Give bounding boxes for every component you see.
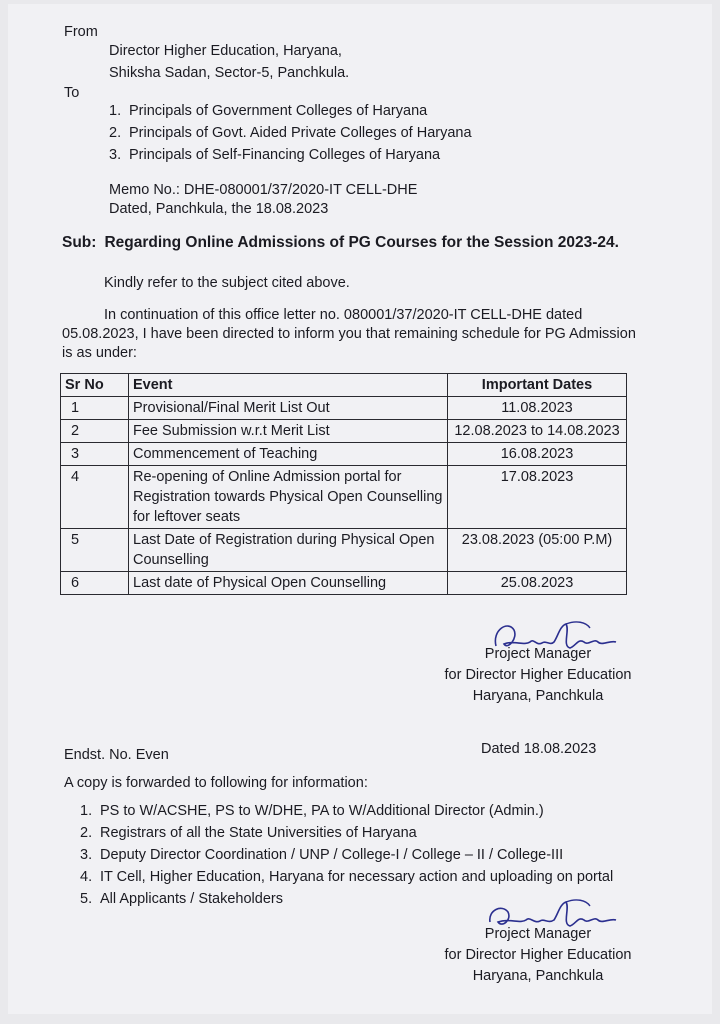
table-row bbox=[61, 420, 627, 443]
cell-sr: 4 bbox=[61, 466, 129, 529]
endorsement-intro: A copy is forwarded to following for information: bbox=[64, 775, 368, 791]
cell-event: Commencement of Teaching bbox=[129, 443, 448, 466]
cell-event: Re-opening of Online Admission portal for Registration towards Physical Open Counselling for leftover seats bbox=[129, 466, 448, 529]
cell-date: 11.08.2023 bbox=[448, 397, 627, 420]
from-address bbox=[109, 40, 349, 84]
endorsement-number: Endst. No. Even bbox=[64, 747, 169, 763]
signature-location: Haryana, Panchkula bbox=[472, 688, 604, 704]
list-item: 3. Deputy Director Coordination / UNP / College-I / College – II / College-III bbox=[80, 847, 564, 863]
signature-block-2 bbox=[433, 924, 643, 987]
signature-office: for Director Higher Education bbox=[444, 947, 632, 963]
list-item: 2. Registrars of all the State Universities of Haryana bbox=[80, 825, 417, 841]
memo-number: Memo No.: DHE-080001/37/2020-IT CELL-DHE bbox=[109, 182, 418, 198]
table-row bbox=[61, 572, 627, 595]
signature-location: Haryana, Panchkula bbox=[472, 968, 604, 984]
cell-date: 25.08.2023 bbox=[448, 572, 627, 595]
endorsement-date: Dated 18.08.2023 bbox=[481, 741, 597, 757]
cell-date: 23.08.2023 (05:00 P.M) bbox=[448, 529, 627, 572]
list-item: 3. Principals of Self-Financing Colleges of Haryana bbox=[109, 147, 441, 163]
memo-block bbox=[109, 181, 417, 219]
column-header-sr: Sr No bbox=[61, 374, 129, 397]
cell-sr: 5 bbox=[61, 529, 129, 572]
cell-event: Last Date of Registration during Physical Open Counselling bbox=[129, 529, 448, 572]
table-row bbox=[61, 529, 627, 572]
recipient-list bbox=[109, 100, 472, 166]
cell-sr: 3 bbox=[61, 443, 129, 466]
paragraph-intro: Kindly refer to the subject cited above. bbox=[104, 275, 350, 291]
letter-page bbox=[8, 4, 712, 1014]
subject-text: Regarding Online Admissions of PG Courses for the Session 2023-24. bbox=[104, 234, 619, 251]
column-header-dates: Important Dates bbox=[448, 374, 627, 397]
table-row bbox=[61, 443, 627, 466]
paragraph-continuation: In continuation of this office letter no. 080001/37/2020-IT CELL-DHE dated 05.08.2023, I have been directed to inform you that remaining schedule for PG Admission is as under: bbox=[62, 307, 636, 361]
subject-label: Sub: bbox=[62, 234, 97, 251]
schedule-table bbox=[60, 373, 627, 595]
signature-title: Project Manager bbox=[484, 926, 592, 942]
memo-date: Dated, Panchkula, the 18.08.2023 bbox=[109, 201, 329, 217]
list-item: 4. IT Cell, Higher Education, Haryana for necessary action and uploading on portal bbox=[80, 869, 614, 885]
table-row bbox=[61, 397, 627, 420]
to-label: To bbox=[64, 85, 80, 101]
table-row bbox=[61, 466, 627, 529]
cell-event: Fee Submission w.r.t Merit List bbox=[129, 420, 448, 443]
table-header-row bbox=[61, 374, 627, 397]
cell-date: 17.08.2023 bbox=[448, 466, 627, 529]
signature-block-1 bbox=[433, 644, 643, 707]
cell-date: 12.08.2023 to 14.08.2023 bbox=[448, 420, 627, 443]
from-line: Director Higher Education, Haryana, bbox=[109, 43, 342, 59]
cell-sr: 6 bbox=[61, 572, 129, 595]
list-item: 5. All Applicants / Stakeholders bbox=[80, 891, 283, 907]
from-label: From bbox=[64, 24, 98, 40]
cell-date: 16.08.2023 bbox=[448, 443, 627, 466]
list-item: 1. Principals of Government Colleges of Haryana bbox=[109, 103, 428, 119]
signature-office: for Director Higher Education bbox=[444, 667, 632, 683]
list-item: 1. PS to W/ACSHE, PS to W/DHE, PA to W/Additional Director (Admin.) bbox=[80, 803, 544, 819]
list-item: 2. Principals of Govt. Aided Private Colleges of Haryana bbox=[109, 125, 472, 141]
cell-sr: 1 bbox=[61, 397, 129, 420]
cell-event: Provisional/Final Merit List Out bbox=[129, 397, 448, 420]
from-line: Shiksha Sadan, Sector-5, Panchkula. bbox=[109, 65, 350, 81]
column-header-event: Event bbox=[129, 374, 448, 397]
subject-line bbox=[62, 234, 619, 252]
signature-title: Project Manager bbox=[484, 646, 592, 662]
cell-sr: 2 bbox=[61, 420, 129, 443]
cell-event: Last date of Physical Open Counselling bbox=[129, 572, 448, 595]
